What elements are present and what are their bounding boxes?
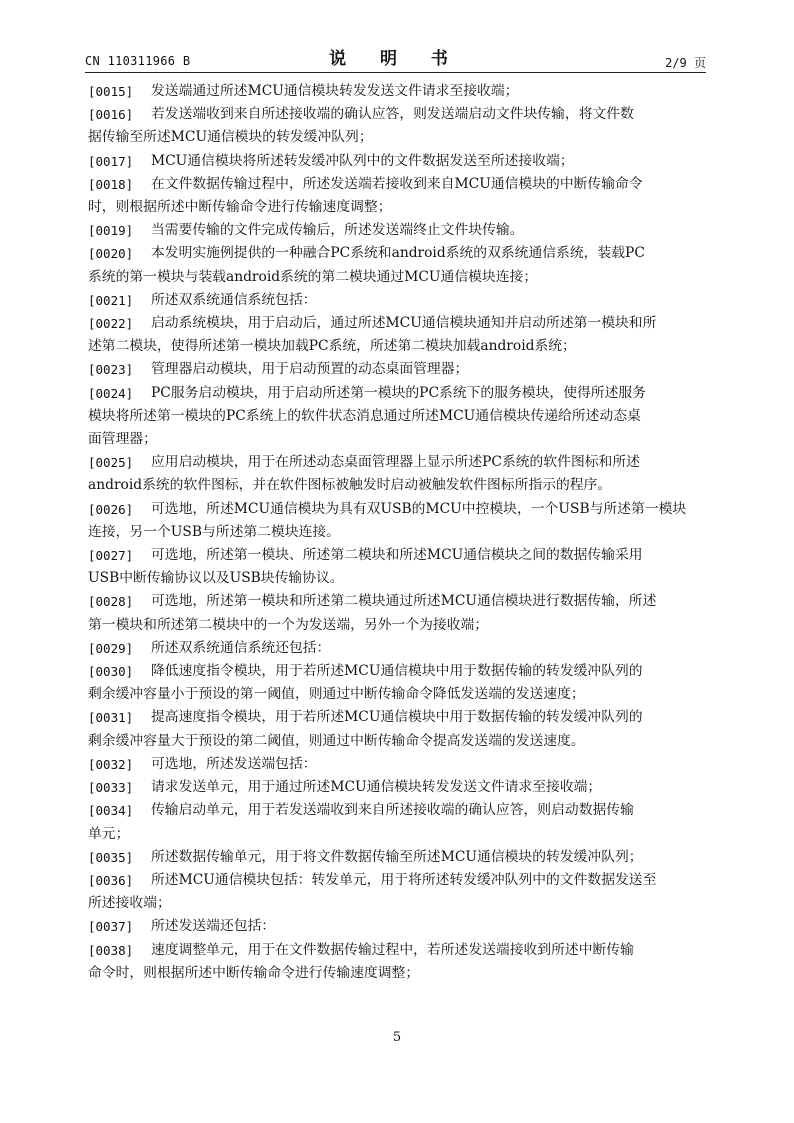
paragraph-number: [0035]: [88, 849, 134, 865]
paragraph-number: [0036]: [88, 872, 134, 888]
paragraph-line: PC服务启动模块，用于启动所述第一模块的PC系统下的服务模块，使得所述服务: [151, 384, 646, 401]
paragraph-line: 速度调整单元，用于在文件数据传输过程中，若所述发送端接收到所述中断传输: [151, 941, 634, 958]
paragraph-line: 启动系统模块，用于启动后，通过所述MCU通信模块通知并启动所述第一模块和所: [151, 315, 657, 332]
paragraph-line: 本发明实施例提供的一种融合PC系统和android系统的双系统通信系统，装载PC: [151, 245, 645, 262]
page-number: 5: [392, 1030, 402, 1045]
page-info: 2/9 页: [665, 56, 706, 70]
paragraph-line: 所述数据传输单元，用于将文件数据传输至所述MCU通信模块的转发缓冲队列；: [151, 848, 643, 865]
paragraph-line: 剩余缓冲容量大于预设的第二阈值，则通过中断传输命令提高发送端的发送速度。: [88, 732, 585, 749]
paragraph: [88, 451, 708, 497]
paragraph-line: 据传输至所述MCU通信模块的转发缓冲队列；: [88, 129, 373, 146]
paragraph-line: 若发送端收到来自所述接收端的确认应答，则发送端启动文件块传输，将文件数: [151, 106, 634, 123]
paragraph: [88, 173, 708, 219]
paragraph: [88, 939, 708, 985]
paragraph-line: 连接，另一个USB与所述第二模块连接。: [88, 523, 340, 540]
paragraph-number: [0034]: [88, 803, 134, 819]
paragraph: [88, 80, 708, 103]
header-rule: [85, 72, 706, 73]
paragraph-number: [0026]: [88, 501, 134, 517]
paragraph: [88, 150, 708, 173]
paragraph-line: 可选地，所述MCU通信模块为具有双USB的MCU中控模块，一个USB与所述第一模块: [151, 500, 687, 517]
paragraph-number: [0020]: [88, 246, 134, 262]
paragraph-line: 所述双系统通信系统还包括：: [151, 639, 331, 656]
paragraph-number: [0030]: [88, 664, 134, 680]
paragraph-number: [0031]: [88, 710, 134, 726]
paragraph-line: 剩余缓冲容量小于预设的第一阈值，则通过中断传输命令降低发送端的发送速度；: [88, 686, 585, 703]
paragraph-line: 提高速度指令模块，用于若所述MCU通信模块中用于数据传输的转发缓冲队列的: [151, 709, 643, 726]
paragraph-number: [0024]: [88, 385, 134, 401]
paragraph: [88, 312, 708, 358]
paragraph-number: [0015]: [88, 84, 134, 99]
paragraph-line: 管理器启动模块，用于启动预置的动态桌面管理器；: [151, 361, 469, 378]
paragraph-line: USB中断传输协议以及USB块传输协议。: [88, 570, 344, 587]
paragraph-line: 在文件数据传输过程中，所述发送端若接收到来自MCU通信模块的中断传输命令: [151, 175, 643, 192]
paragraph-line: 模块将所述第一模块的PC系统上的软件状态消息通过所述MCU通信模块传递给所述动态桌: [88, 407, 641, 424]
paragraph: [88, 590, 708, 636]
paragraph-number: [0025]: [88, 455, 134, 471]
paragraph: [88, 776, 708, 799]
paragraph-number: [0037]: [88, 919, 134, 935]
paragraph-line: 请求发送单元，用于通过所述MCU通信模块转发发送文件请求至接收端；: [151, 779, 602, 796]
paragraph: [88, 103, 708, 149]
paragraph-line: 面管理器；: [88, 431, 157, 448]
paragraph-line: 可选地，所述第一模块和所述第二模块通过所述MCU通信模块进行数据传输，所述: [151, 593, 657, 610]
paragraph-line: 传输启动单元，用于若发送端收到来自所述接收端的确认应答，则启动数据传输: [151, 802, 634, 819]
paragraph: [88, 289, 708, 312]
paragraph: [88, 498, 708, 544]
paragraph: [88, 706, 708, 752]
paragraph-line: 可选地，所述发送端包括：: [151, 755, 317, 772]
paragraph: [88, 869, 708, 915]
paragraph-line: 所述发送端还包括：: [151, 918, 276, 935]
paragraph-number: [0033]: [88, 780, 134, 796]
paragraph: [88, 915, 708, 938]
paragraph: [88, 660, 708, 706]
paragraph-line: 系统的第一模块与装载android系统的第二模块通过MCU通信模块连接；: [88, 268, 538, 285]
paragraph: [88, 799, 708, 845]
paragraph-line: 第一模块和所述第二模块中的一个为发送端，另外一个为接收端；: [88, 616, 489, 633]
paragraph-line: 命令时，则根据所述中断传输命令进行传输速度调整；: [88, 964, 420, 981]
paragraph: [88, 242, 708, 288]
paragraph-line: 当需要传输的文件完成传输后，所述发送端终止文件块传输。: [151, 222, 524, 239]
paragraph-number: [0032]: [88, 756, 134, 772]
paragraph-line: 所述接收端；: [88, 895, 171, 912]
paragraph-number: [0022]: [88, 316, 134, 332]
page-header: [85, 44, 706, 70]
paragraph-number: [0016]: [88, 107, 134, 123]
paragraph: [88, 846, 708, 869]
paragraph-line: 所述双系统通信系统包括：: [151, 291, 317, 308]
paragraph-number: [0021]: [88, 292, 134, 308]
paragraph-line: 单元；: [88, 825, 130, 842]
paragraph-line: 可选地，所述第一模块、所述第二模块和所述MCU通信模块之间的数据传输采用: [151, 547, 643, 564]
paragraph-number: [0027]: [88, 548, 134, 564]
paragraph-line: 时，则根据所述中断传输命令进行传输速度调整；: [88, 199, 392, 216]
paragraph-line: 述第二模块，使得所述第一模块加载PC系统，所述第二模块加载android系统；: [88, 338, 576, 355]
paragraph: [88, 219, 708, 242]
paragraph: [88, 637, 708, 660]
paragraph-number: [0023]: [88, 362, 134, 378]
paragraph-number: [0028]: [88, 594, 134, 610]
paragraph: [88, 358, 708, 381]
paragraph-line: MCU通信模块将所述转发缓冲队列中的文件数据发送至所述接收端；: [151, 152, 574, 169]
paragraph-line: android系统的软件图标，并在软件图标被触发时启动被触发软件图标所指示的程序。: [88, 477, 612, 494]
paragraph-number: [0029]: [88, 640, 134, 656]
paragraph-line: 所述MCU通信模块包括：转发单元，用于将所述转发缓冲队列中的文件数据发送至: [151, 871, 657, 888]
patent-id: CN 110311966 B: [85, 54, 191, 68]
document-title: 说 明 书: [329, 49, 462, 69]
document-body: [88, 80, 708, 985]
paragraph: [88, 753, 708, 776]
paragraph-number: [0018]: [88, 176, 134, 192]
paragraph: [88, 544, 708, 590]
paragraph-number: [0017]: [88, 153, 134, 169]
paragraph-line: 发送端通过所述MCU通信模块转发发送文件请求至接收端；: [151, 83, 519, 99]
paragraph: [88, 382, 708, 452]
paragraph-number: [0038]: [88, 942, 134, 958]
paragraph-line: 应用启动模块，用于在所述动态桌面管理器上显示所述PC系统的软件图标和所述: [151, 454, 640, 471]
paragraph-line: 降低速度指令模块，用于若所述MCU通信模块中用于数据传输的转发缓冲队列的: [151, 663, 643, 680]
paragraph-number: [0019]: [88, 223, 134, 239]
